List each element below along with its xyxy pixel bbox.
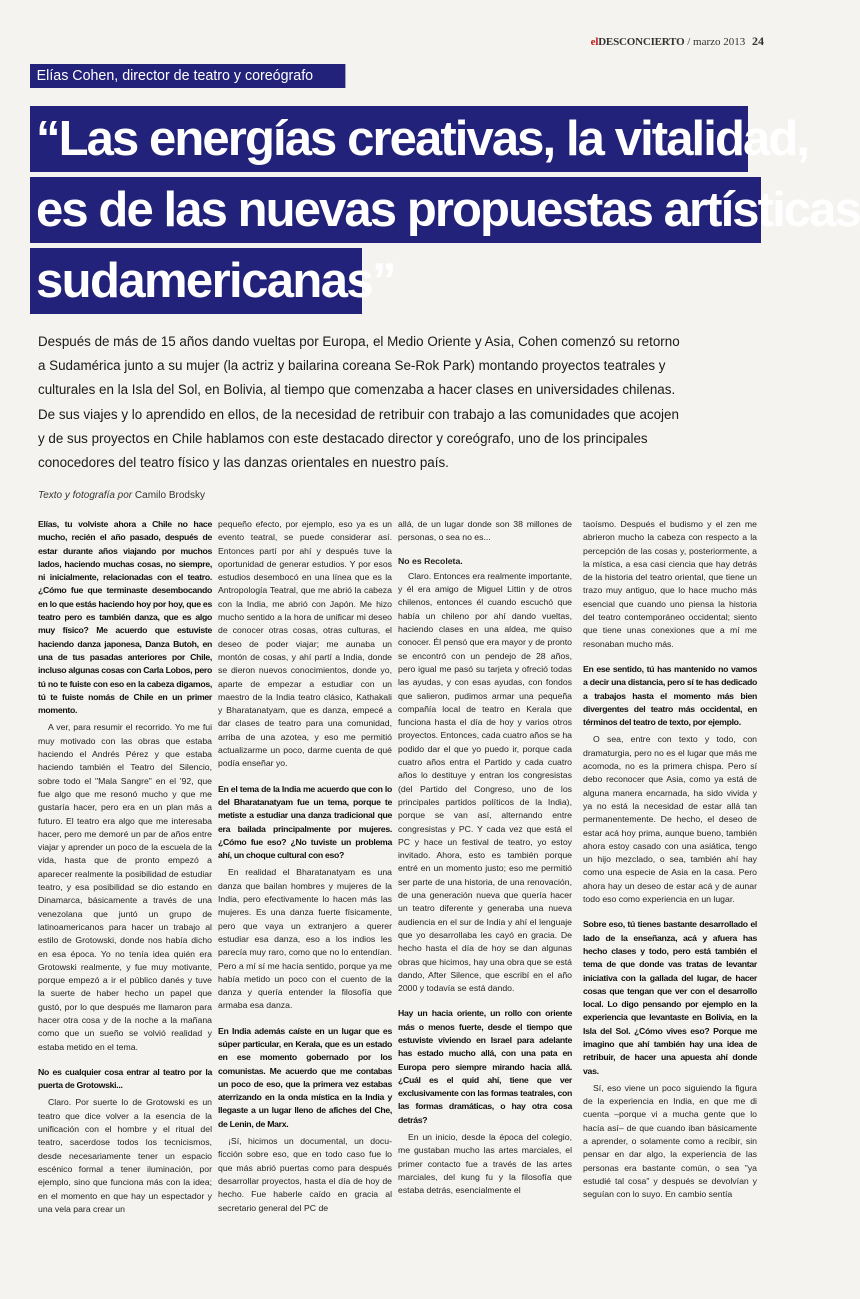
- interview-answer: pequeño efecto, por ejemplo, eso ya es un evento teatral, se puede considerar así. Entonces partí por ahí y después tuve la oportunidad de generar estudios. Y por esos estudios desembocó en una línea que es la Antropología Teatral, que me abrió la cabeza con la India, me abrió con Japón. Me hizo mucho sentido a la hora de unificar mi deseo de conocer otras cosas, otras culturas, el deseo de poder viajar; me aunaba un montón de cosas, y ahí partí a India, donde se dieron nuevos conocimientos, donde yo, aparte de empezar a estudiar con un maestro de la India teatro clásico, Kathakali y Bharatanatyam, que es danza, empecé a dar clases de teatro para una comunidad, arriba de una azotea, y eso me permitió actualizarme un poco, darme cuenta de qué podía enseñar yo.: [218, 519, 392, 769]
- byline: [38, 490, 205, 501]
- interview-question: En India además caíste en un lugar que es súper particular, en Kerala, que es un estado en ese momento gobernado por los comunistas. Me acuerdo que me contabas un poco de eso, que la primera vez estabas aterrizando en la onda mística en la India y llegaste a un lugar lleno de afiches del Che, de Lenin, de Marx.: [218, 1025, 392, 1129]
- interview-answer: O sea, entre con texto y todo, con dramaturgia, pero no es el lugar que más me acomoda, no es la primera chispa. Pero sí debo reconocer que Asia, como ya está de alguna manera encarnada, ha sido vivida y ya no está la necesidad de estar allá tan permanentemente. De hecho, el deseo de estar acá hoy prima, aunque bueno, también ahora estoy casado con una asiática, tengo un hijo mezclado, o sea, también ahí hay como una especie de Asia en la casa. Pero ahora hay un deseo de estar acá y de aunar todo eso como experiencia en un lugar.: [583, 734, 757, 905]
- lead-line: De sus viajes y lo aprendido en ellos, de la necesidad de retribuir con trabajo a las comunidades que acojen: [38, 406, 679, 422]
- headline-line-1: “Las energías creativas, la vitalidad,: [30, 106, 748, 172]
- headline-line-3: sudamericanas”: [30, 248, 362, 314]
- interview-answer: En realidad el Bharatanatyam es una danza que bailan hombres y mujeres de la India, pero efectivamente lo hacen más las mujeres. Es una danza fuerte físicamente, pero que vaya un extranjero a querer estudiar esa danza, eso a los indios les parecía muy raro, como que no lo entendían. Pero a mí sí me hacía sentido, porque ya me había metido un poco con el cuento de la danza y quería entender la filosofía que armaba esa danza.: [218, 867, 392, 1011]
- interview-answer: ¡Sí, hicimos un documental, un docu-ficción sobre eso, que en todo caso fue lo que más abrió puertas como para después desarrollar proyectos, hasta el día de hoy de hecho. Fue haberle caído en gracia al secretario general del PC de: [218, 1136, 392, 1213]
- page-number: 24: [752, 34, 764, 48]
- byline-label: Texto y fotografía por: [38, 490, 133, 501]
- brand-name: DESCONCIERTO: [598, 36, 685, 48]
- interview-answer: En un inicio, desde la época del colegio, me gustaban mucho las artes marciales, el primer contacto fue a través de las artes marciales, del kung fu y la filosofía que estaba detrás, esencialmente el: [398, 1132, 572, 1196]
- interview-question: No es cualquier cosa entrar al teatro por la puerta de Grotowski...: [38, 1066, 212, 1091]
- masthead-brand: [591, 36, 685, 48]
- interview-answer: Claro. Por suerte lo de Grotowski es un teatro que dice volver a la esencia de la unificación con el hombre y el ritual del teatro, sacerdose todos los tecnicismos, desde necesariamente tener un espacio escénico formal a tener iluminación, por ejemplo, sino que funciona más con la idea; en el momento en que hay un espectador y una vela para crear un: [38, 1097, 212, 1214]
- lead-line: conocedores del teatro físico y las danzas orientales en nuestro país.: [38, 455, 449, 471]
- interview-answer: allá, de un lugar donde son 38 millones de personas, o sea no es...: [398, 519, 572, 543]
- interview-answer: A ver, para resumir el recorrido. Yo me fui muy motivado con las obras que estaba haciendo el Andrés Pérez y que estaba haciendo también el Teatro del Silencio, sobre todo el "Mala Sangre" en el '92, que fue algo que me resonó mucho y que me gustaría hacer, pero era en un plan más a futuro. El teatro era algo que me interesaba hacer, pero me demoré un par de años entre viajar y aprender un poco de la escuela de la vida, hasta que de pronto empezó a aparecer realmente la posibilidad de estudiar teatro, y esa posibilidad se dio estando en Dinamarca, básicamente a través de una venezolana que juntó un grupo de latinoamericanos para hacer un trabajo al estilo de Grotowski, donde nos había dicho en esa época. Yo no tenía idea quién era Grotowski realmente, y fue muy motivante, porque empezó a ir el público danés y tuve la suerte de haber hecho un papel que gustó, por lo que después me llamaron para hacer otra cosa y de la noche a la mañana como que un sueño se volvió realidad y estaba metido en el tema.: [38, 722, 212, 1052]
- lead-line: culturales en la Isla del Sol, en Bolivia, al tiempo que comenzaba a hacer clases en universidades chilenas.: [38, 382, 676, 398]
- lead-line: y de sus proyectos en Chile hablamos con este destacado director y coreógrafo, uno de los principales: [38, 430, 648, 446]
- lead-line: a Sudamérica junto a su mujer (la actriz y bailarina coreana Se-Rok Park) montando proyectos teatrales y: [38, 358, 666, 374]
- headline-line-2: es de las nuevas propuestas artísticas: [30, 177, 761, 243]
- article-column-1: [38, 518, 212, 1216]
- interview-question: Elías, tu volviste ahora a Chile no hace mucho, recién el año pasado, después de estar durante años viajando por muchos lados, haciendo muchas cosas, no siempre, ni inicialmente, relacionadas con el teatro. ¿Cómo fue que terminaste desembocando en lo que estás haciendo hoy por hoy, que es teatro pero es también danza, que es algo muy físico? Me acuerdo que estuviste haciendo danza japonesa, Danza Butoh, en una de tus pasadas anteriores por Chile, incluso algunas cosas con Carla Lobos, pero tú no te fuiste con eso en la cabeza digamos, tú te fuiste nomás de Chile en un primer momento.: [38, 519, 212, 716]
- interview-question: No es Recoleta.: [398, 555, 463, 566]
- article-column-3: [398, 518, 572, 1198]
- interview-answer: Sí, eso viene un poco siguiendo la figura de la experiencia en India, en que me di cuenta –porque vi a mucha gente que lo hacía así– de que cuando iban básicamente a aprender, o solamente como a recibir, sin pensar en dar algo, la experiencia de las personas era bastante común, o sea "ya estudié tal cosa" y después se devolvían y seguían con lo suyo. En cambio sentía: [583, 1082, 757, 1200]
- lead-line: Después de más de 15 años dando vueltas por Europa, el Medio Oriente y Asia, Cohen comenzó su retorno: [38, 334, 680, 349]
- interview-answer: taoísmo. Después el budismo y el zen me abrieron mucho la cabeza con respecto a la percepción de las cosas y, posteriormente, a la mística, a esa casi ciencia que hay detrás de la historia del teatro oriental, que tiene un trazo muy antiguo, que lo hace mucho más esencial que cuando uno piensa la historia del teatro contemporáneo occidental; siento que tiene unas conexiones que a mí me resonaban mucho más.: [583, 519, 757, 649]
- interview-answer: Claro. Entonces era realmente importante, y él era amigo de Miguel Littin y de otros chilenos, entonces él cuando escuchó que había un chileno por ahí dando vueltas, haciendo clases en una aldea, me quiso conocer. Él pensó que era mayor y de pronto se encontró con un pendejo de 28 años, pero igual me pasó su tarjeta y ofreció todas las ayudas, y con esas ayudas, con fondos que salieron, pudimos armar una pequeña compañía local de teatro en Kerala que funciona hasta el día de hoy y varios otros proyectos. Entonces, cada cuatro años se ha podido dar el que yo puedo ir, porque cada cuatro años entra el Partido y cada cuatro años lo destituye y entran los congresistas (del Partido del Congreso, uno de los principales partidos políticos de la India), porque se van así, alternando entre congresistas y PC. Y cada vez que está el PC y hace un festival de teatro, yo estoy invitado. Ahora, esto es también porque entré en un momento justo; eso me permitió ser parte de una historia, de una renovación, de una generación nueva que quería hacer un teatro diferente y generaba una nueva audiencia en el sur de India y ahí el lenguaje que yo desarrollaba les cayó en gracia. De hecho hasta el día de hoy se dan algunas obras que hicimos, hay una obra que se está dando, After Silence, que escribí en el año 2000 y todavía se está dando.: [398, 570, 572, 994]
- brand-prefix: el: [590, 36, 599, 48]
- interview-question: En ese sentido, tú has mantenido no vamos a decir una distancia, pero sí te has dedicado a trabajos hasta el momento más bien divergentes del teatro más occidental, en términos del teatro de texto, por ejemplo.: [583, 663, 757, 728]
- article-column-4: [583, 518, 757, 1202]
- interview-question: Hay un hacia oriente, un rollo con oriente más o menos fuerte, desde el tiempo que estuviste viviendo en Israel para adelante has estado mucho allá, con una pata en Europa pero siempre mirando hacia allá. ¿Cuál es el quid ahí, tiene que ver exclusivamente con las formas teatrales, con las formas dramáticas, o hay otra cosa detrás?: [398, 1008, 572, 1125]
- kicker: Elías Cohen, director de teatro y coreógrafo: [30, 64, 345, 88]
- interview-question: En el tema de la India me acuerdo que con lo del Bharatanatyam fue un tema, porque te metiste a estudiar una danza tradicional que era bailada principalmente por mujeres. ¿Cómo fue eso? ¿No tuviste un problema ahí, un choque cultural con eso?: [218, 783, 392, 861]
- issue-date: / marzo 2013: [687, 36, 746, 48]
- masthead: [591, 34, 764, 49]
- interview-question: Sobre eso, tú tienes bastante desarrollado el lado de la enseñanza, acá y afuera has hecho clases y todo, pero está también el tema de que donde vas tratas de levantar iniciativa con la gallada del lugar, de hacer cosas que tengan que ver con el desarrollo local. Lo digo pensando por ejemplo en la experiencia que levantaste en Bolivia, en la Isla del Sol. ¿Cómo vives eso? Porque me imagino que ahí también hay una idea de retribuir, de hacer una apuesta ahí donde vas.: [583, 919, 757, 1076]
- byline-author: Camilo Brodsky: [134, 490, 205, 501]
- article-column-2: [218, 518, 392, 1215]
- lead-paragraph: [38, 330, 758, 475]
